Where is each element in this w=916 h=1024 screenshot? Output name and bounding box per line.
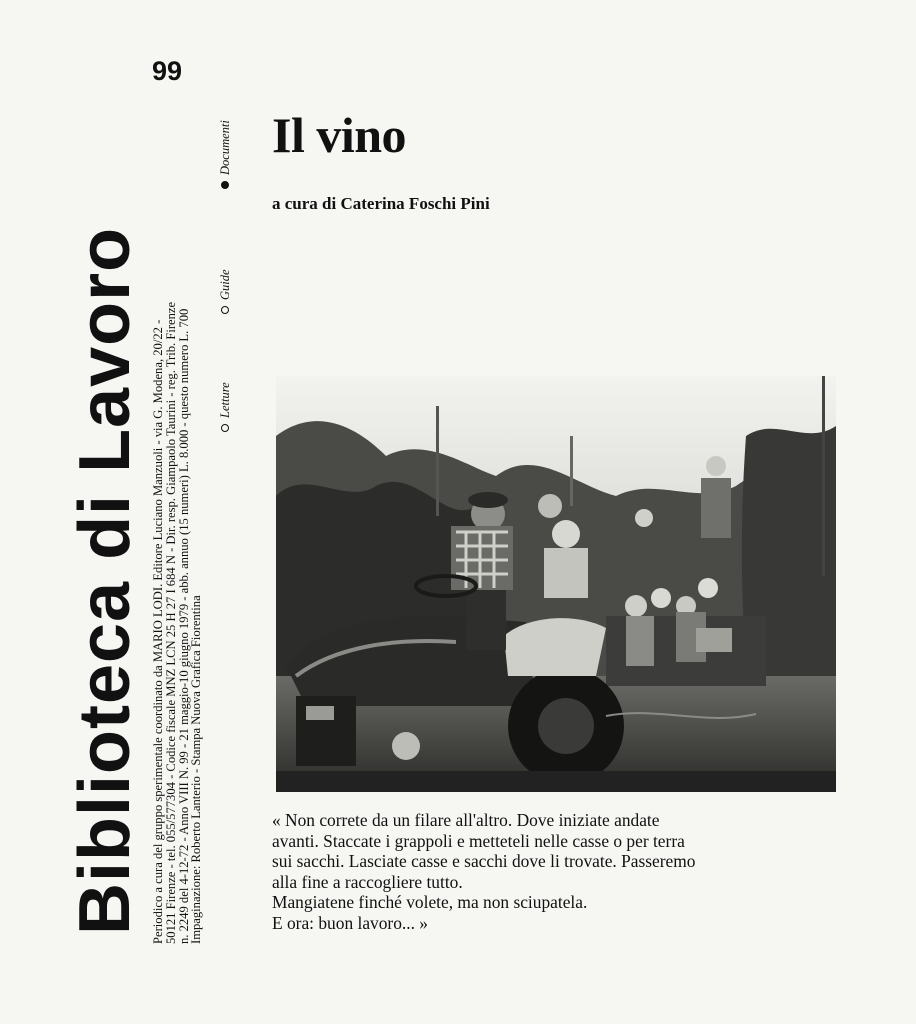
- colophon-line: 50121 Firenze - tel. 055/577304 - Codice fiscale MNZ LCN 25 H 27 I 684 N - Dir. resp. Giampaolo Taurini - reg. Trib. Firenze: [163, 301, 178, 944]
- colophon-line: Impaginazione: Roberto Lanterio - Stampa Nuova Grafica Fiorentina: [189, 595, 204, 944]
- circle-icon: [221, 306, 229, 314]
- filled-circle-icon: [221, 181, 229, 189]
- byline: a cura di Caterina Foschi Pini: [272, 194, 490, 213]
- quote-line: « Non correte da un filare all'altro. Dove iniziate andate: [272, 810, 660, 830]
- section-documenti: [218, 120, 232, 189]
- colophon-line: Periodico a cura del gruppo sperimentale coordinato da MARIO LODI. Editore Luciano Manzuoli - via G. Modena, 20/22 -: [151, 319, 165, 944]
- colophon: [152, 64, 203, 944]
- quote-line: avanti. Staccate i grappoli e metteteli nelle casse o per terra: [272, 830, 685, 851]
- section-indicator: [218, 92, 232, 432]
- quote: [272, 810, 852, 934]
- issue-number: 99: [152, 56, 183, 86]
- quote-line: sui sacchi. Lasciate casse e sacchi dove li trovate. Passeremo: [272, 851, 696, 872]
- section-guide: [218, 189, 232, 314]
- circle-icon: [221, 424, 229, 432]
- quote-line: Mangiatene finché volete, ma non sciupatela.: [272, 892, 588, 913]
- section-label: Letture: [218, 382, 232, 418]
- section-label: Documenti: [218, 120, 232, 175]
- tractor-photo: [276, 376, 836, 792]
- quote-line: E ora: buon lavoro... »: [272, 912, 428, 933]
- quote-line: alla fine a raccogliere tutto.: [272, 871, 463, 892]
- series-title: Biblioteca di Lavoro: [65, 226, 145, 935]
- section-letture: [218, 314, 232, 432]
- page-title: Il vino: [272, 107, 407, 163]
- colophon-line: n. 2249 del 4-12-72 - Anno VIII N. 99 - 21 maggio-10 giugno 1979 - abb. annuo (15 numeri) L. 8.000 - questo numero L. 700: [176, 308, 191, 944]
- section-label: Guide: [218, 269, 232, 300]
